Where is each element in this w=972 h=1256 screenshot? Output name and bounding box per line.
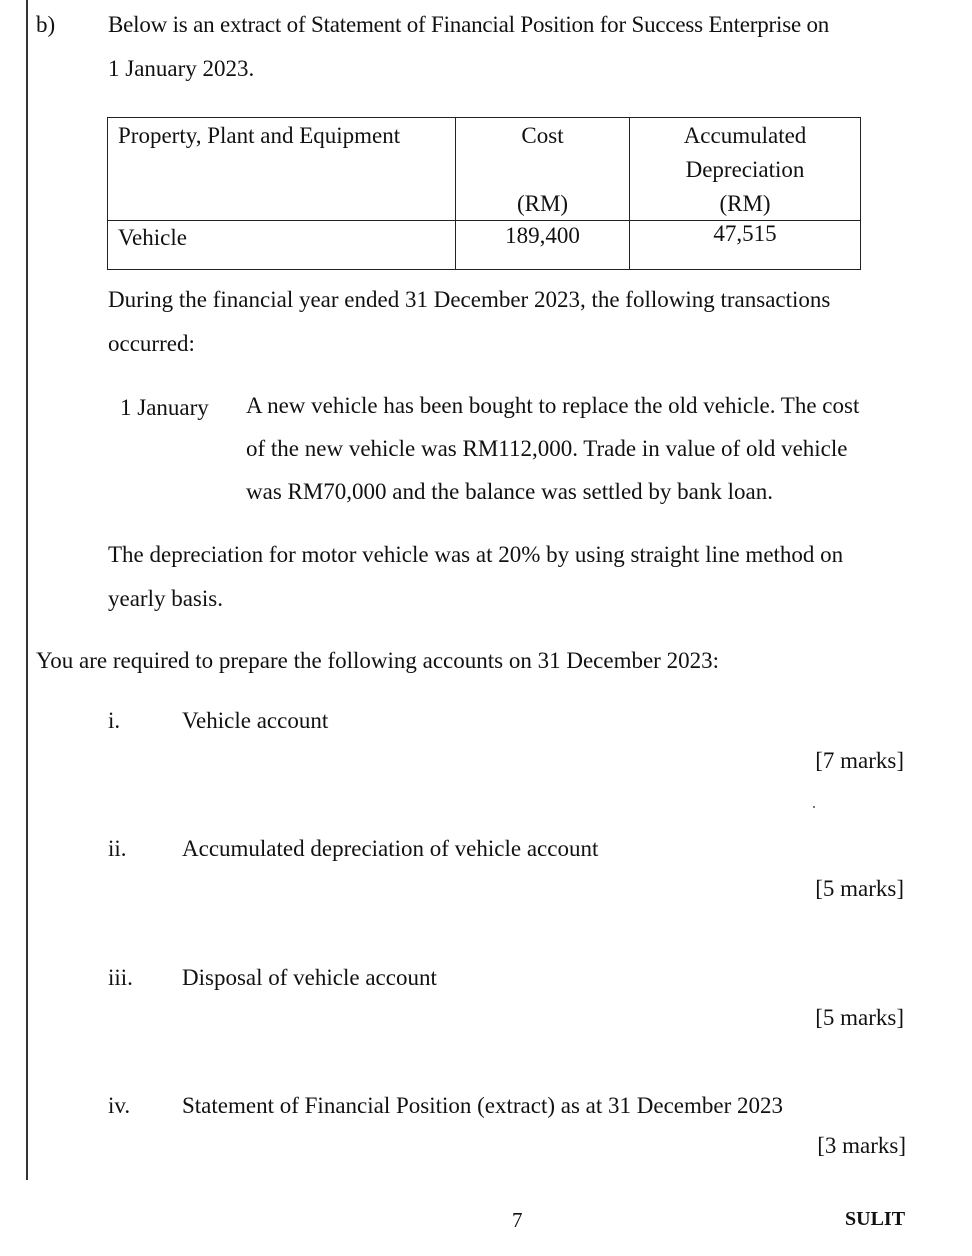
task-number-ii: ii. (108, 836, 127, 861)
cell-item: Vehicle (108, 221, 456, 270)
transactions-intro-line-1: During the financial year ended 31 December 2023, the following transactions (108, 287, 831, 312)
page-number: 7 (512, 1208, 523, 1232)
question-label: b) (36, 12, 56, 37)
task-text-sofp-extract: Statement of Financial Position (extract) as at 31 December 2023 (182, 1093, 784, 1118)
intro-line-1: Below is an extract of Statement of Financial Position for Success Enterprise on (108, 12, 830, 37)
intro-line-2: 1 January 2023. (108, 56, 255, 81)
depreciation-note-line-2: yearly basis. (108, 586, 223, 611)
header-cost: Cost (RM) (456, 118, 630, 221)
task-marks-ii: [5 marks] (815, 876, 904, 901)
header-accumulated-depreciation: Accumulated Depreciation (RM) (630, 118, 861, 221)
header-ppe: Property, Plant and Equipment (108, 118, 456, 221)
cell-accumulated-depreciation: 47,515 (630, 221, 861, 270)
table-header-row (108, 118, 861, 221)
transaction-line-3: was RM70,000 and the balance was settled by bank loan. (246, 479, 773, 504)
task-text-accumulated-depreciation: Accumulated depreciation of vehicle account (182, 836, 599, 861)
requirement-text: You are required to prepare the following accounts on 31 December 2023: (36, 648, 719, 673)
task-number-iv: iv. (108, 1093, 131, 1118)
task-number-i: i. (108, 708, 121, 733)
task-text-vehicle-account: Vehicle account (182, 708, 329, 733)
task-marks-iv: [3 marks] (817, 1133, 906, 1158)
cell-cost: 189,400 (456, 221, 630, 270)
task-text-disposal-account: Disposal of vehicle account (182, 965, 437, 990)
margin-line (26, 0, 28, 1180)
scan-speck (813, 806, 815, 808)
task-number-iii: iii. (108, 965, 133, 990)
table-row (108, 221, 861, 270)
ppe-table (107, 117, 861, 270)
transactions-intro-line-2: occurred: (108, 331, 195, 356)
transaction-line-1: A new vehicle has been bought to replace the old vehicle. The cost (246, 393, 860, 418)
depreciation-note-line-1: The depreciation for motor vehicle was at 20% by using straight line method on (108, 542, 844, 567)
task-marks-iii: [5 marks] (815, 1005, 904, 1030)
transaction-line-2: of the new vehicle was RM112,000. Trade in value of old vehicle (246, 436, 848, 461)
transaction-date: 1 January (120, 395, 209, 420)
classification-label: SULIT (845, 1208, 906, 1230)
task-marks-i: [7 marks] (815, 748, 904, 773)
